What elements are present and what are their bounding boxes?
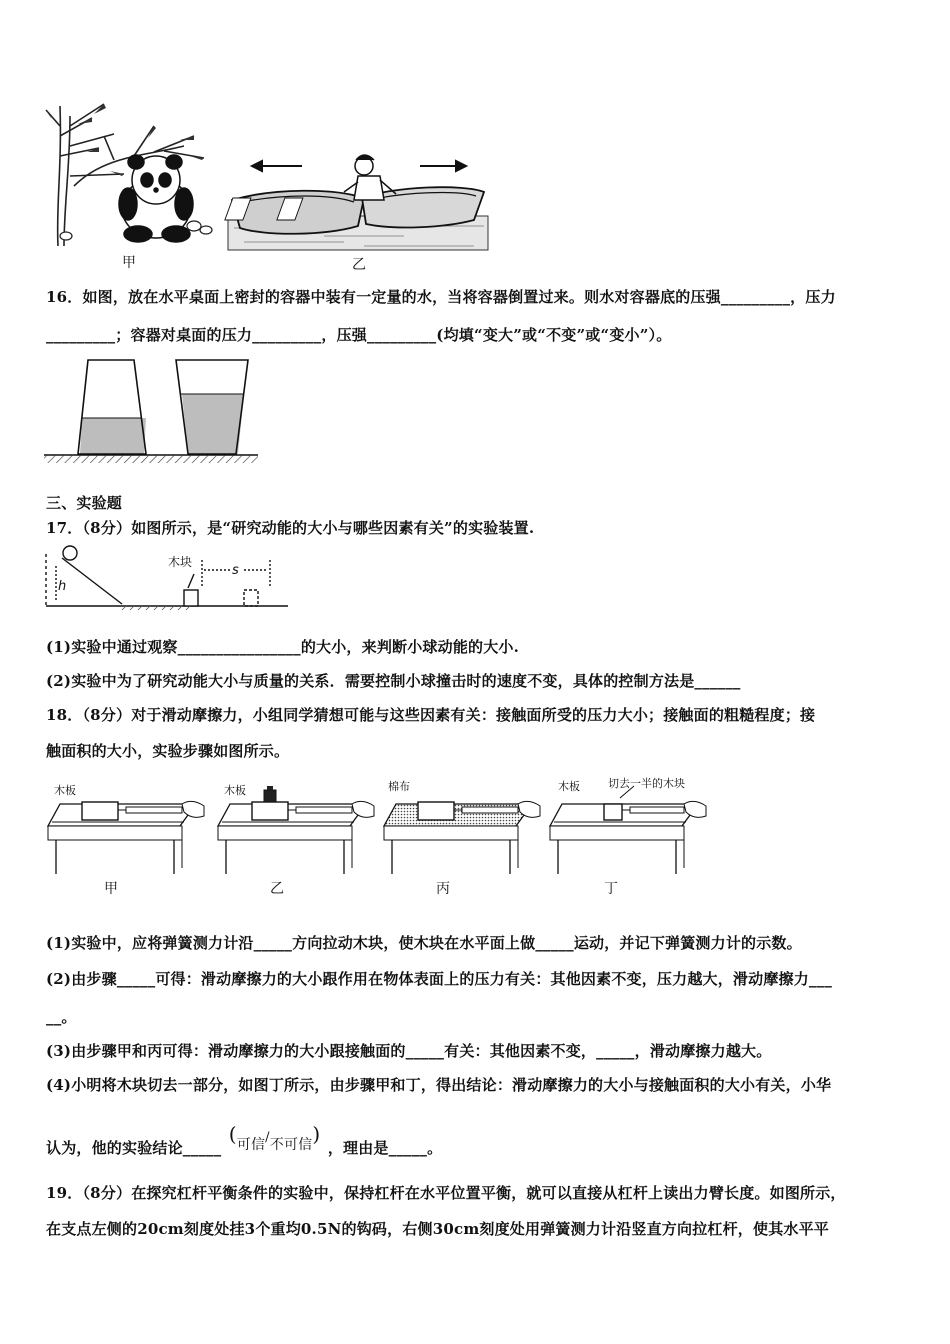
q19-line1: 19．（8分）在探究杠杆平衡条件的实验中，保持杠杆在水平位置平衡，就可以直接从杠杆上读出力臂长度。如图所示， xyxy=(46,1184,846,1202)
q18-sub2b: __。 xyxy=(46,1008,77,1026)
q19-line2: 在支点左侧的20cm刻度处挂3个重均0.5N的钩码，右侧30cm刻度处用弹簧测力计沿竖直方向拉杠杆，使其水平平 xyxy=(46,1220,830,1238)
friction-panel-1 xyxy=(46,774,208,878)
q18-stem2: 触面积的大小，实验步骤如图所示。 xyxy=(46,742,290,760)
figure-kinetic-energy xyxy=(44,544,294,612)
panel-1-surface-label: 木板 xyxy=(54,784,76,797)
panel-3-surface-label: 棉布 xyxy=(388,780,410,793)
figure-panda-boat xyxy=(44,96,490,272)
fig-block-label: 木块 xyxy=(168,555,193,569)
section-title: 三、实验题 xyxy=(46,494,123,512)
q18-sub4b-options: (可信/不可信) xyxy=(228,1122,321,1153)
q18-sub3: (3)由步骤甲和丙可得：滑动摩擦力的大小跟接触面的_____有关：其他因素不变，_____，滑动摩擦力越大。 xyxy=(46,1042,772,1060)
panel-4-caption: 丁 xyxy=(604,881,618,897)
figure-label-a: 甲 xyxy=(122,255,136,271)
figure-containers xyxy=(44,356,260,468)
panel-3-caption: 丙 xyxy=(436,881,450,897)
q17-sub2: (2)实验中为了研究动能大小与质量的关系．需要控制小球撞击时的速度不变，具体的控制方法是______ xyxy=(46,672,741,690)
friction-panel-3 xyxy=(382,774,544,878)
q18-sub4b-post: ，理由是_____。 xyxy=(327,1139,443,1157)
friction-panel-4 xyxy=(548,774,710,878)
fig-s-label: s xyxy=(232,563,239,578)
panel-4-surface-label: 木板 xyxy=(558,780,580,793)
friction-panel-2 xyxy=(216,774,378,878)
panel-2-surface-label: 木板 xyxy=(224,784,246,797)
panel-4-note: 切去一半的木块 xyxy=(608,777,685,790)
option-trustworthy: 可信 xyxy=(236,1137,266,1153)
q16-line2: _________；容器对桌面的压力_________，压强_________(均填“变大”或“不变”或“变小”）。 xyxy=(46,326,672,344)
q17-stem: 17．（8分）如图所示，是“研究动能的大小与哪些因素有关”的实验装置. xyxy=(46,519,535,537)
q18-sub4b-pre: 认为，他的实验结论_____ xyxy=(46,1139,222,1157)
q16-line1: 16．如图，放在水平桌面上密封的容器中装有一定量的水，当将容器倒置过来。则水对容器底的压强_________，压力 xyxy=(46,288,836,306)
q17-sub1: (1)实验中通过观察________________的大小，来判断小球动能的大小. xyxy=(46,638,520,656)
q18-sub4a: (4)小明将木块切去一部分，如图丁所示，由步骤甲和丁，得出结论：滑动摩擦力的大小与接触面积的大小有关，小华 xyxy=(46,1076,832,1094)
figure-label-b: 乙 xyxy=(352,257,366,273)
panel-2-caption: 乙 xyxy=(270,881,284,897)
fig-h-label: h xyxy=(58,579,67,594)
q18-sub1: (1)实验中，应将弹簧测力计沿_____方向拉动木块，使木块在水平面上做_____运动，并记下弹簧测力计的示数。 xyxy=(46,934,802,952)
option-untrustworthy: 不可信 xyxy=(269,1137,313,1153)
kinetic-energy-apparatus xyxy=(44,544,294,612)
panda-boat-illustration xyxy=(44,96,490,272)
panel-1-caption: 甲 xyxy=(104,881,118,897)
q18-stem1: 18．（8分）对于滑动摩擦力，小组同学猜想可能与这些因素有关：接触面所受的压力大小；接触面的粗糙程度；接 xyxy=(46,706,816,724)
q18-sub4b xyxy=(46,1124,442,1158)
q18-sub2a: (2)由步骤_____可得：滑动摩擦力的大小跟作用在物体表面上的压力有关：其他因素不变，压力越大，滑动摩擦力___ xyxy=(46,970,833,988)
containers-illustration xyxy=(44,356,260,468)
